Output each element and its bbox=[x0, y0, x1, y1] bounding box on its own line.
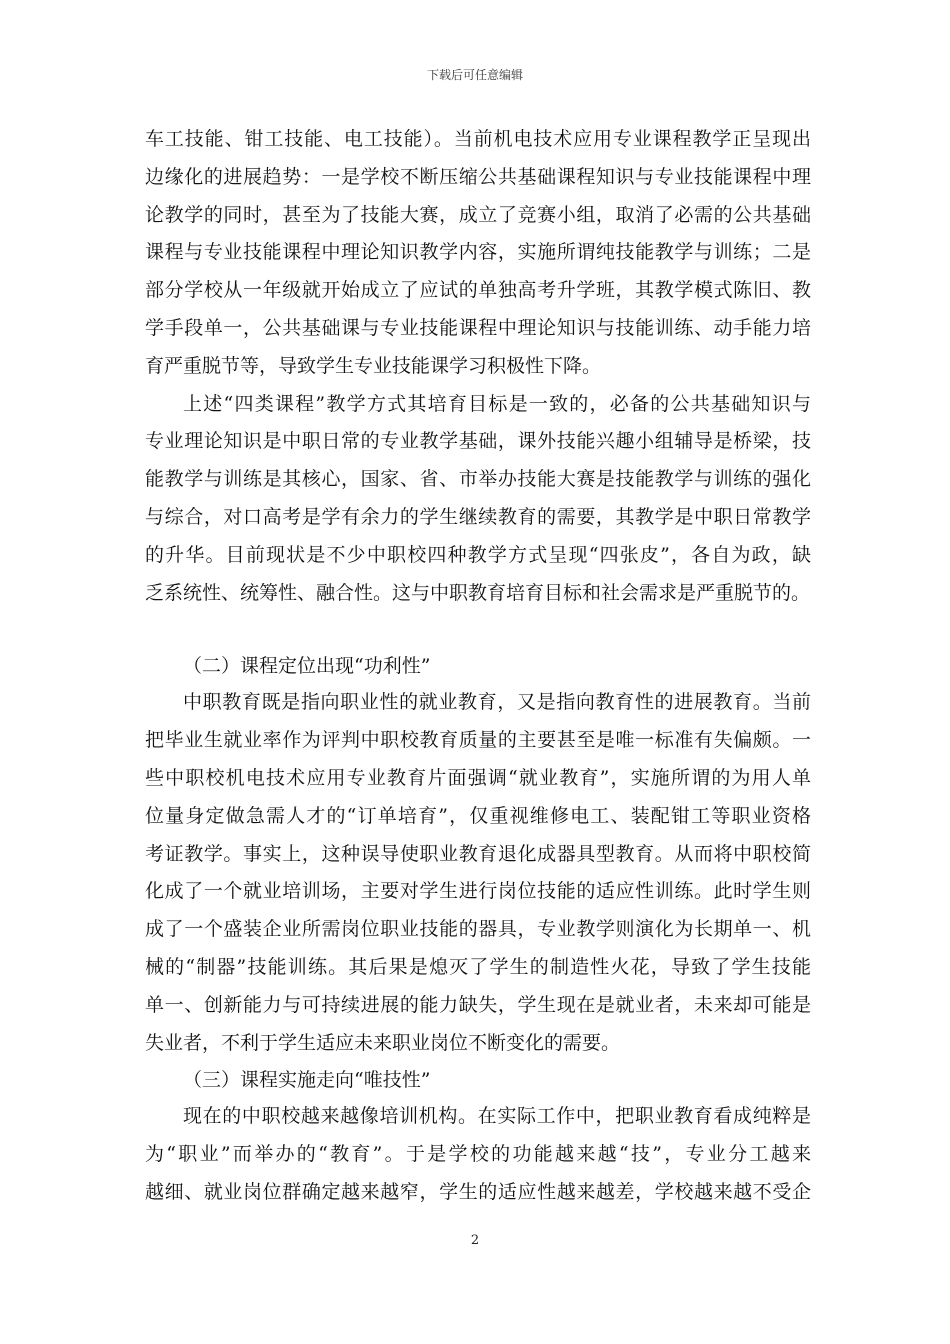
text-line: 课程与专业技能课程中理论知识教学内容，实施所谓纯技能教学与训练；二是 bbox=[145, 241, 811, 264]
text-line: 单一、创新能力与可持续进展的能力缺失，学生现在是就业者，未来却可能是 bbox=[145, 993, 811, 1016]
text-line: 学手段单一，公共基础课与专业技能课程中理论知识与技能训练、动手能力培 bbox=[145, 316, 811, 339]
text-line: 上述“四类课程”教学方式其培育目标是一致的，必备的公共基础知识与 bbox=[183, 392, 811, 415]
text-line: 失业者，不利于学生适应未来职业岗位不断变化的需要。 bbox=[145, 1031, 621, 1054]
section-heading-3: （三）课程实施走向“唯技性” bbox=[183, 1069, 431, 1092]
text-line: 与综合，对口高考是学有余力的学生继续教育的需要，其教学是中职日常教学 bbox=[145, 505, 811, 528]
text-line: 能教学与训练是其核心，国家、省、市举办技能大赛是技能教学与训练的强化 bbox=[145, 468, 811, 491]
text-line: 些中职校机电技术应用专业教育片面强调“就业教育”，实施所谓的为用人单 bbox=[145, 766, 811, 789]
text-line: 育严重脱节等，导致学生专业技能课学习积极性下降。 bbox=[145, 354, 602, 377]
text-line: 位量身定做急需人才的“订单培育”，仅重视维修电工、装配钳工等职业资格 bbox=[145, 804, 811, 827]
section-heading-2: （二）课程定位出现“功利性” bbox=[183, 655, 431, 678]
text-line: 现在的中职校越来越像培训机构。在实际工作中，把职业教育看成纯粹是 bbox=[183, 1105, 811, 1128]
text-line: 部分学校从一年级就开始成立了应试的单独高考升学班，其教学模式陈旧、教 bbox=[145, 279, 811, 302]
paragraph-2 bbox=[145, 386, 811, 613]
text-line: 专业理论知识是中职日常的专业教学基础，课外技能兴趣小组辅导是桥梁，技 bbox=[145, 430, 811, 453]
paragraph-3 bbox=[145, 684, 811, 1062]
text-line: 边缘化的进展趋势：一是学校不断压缩公共基础课程知识与专业技能课程中理 bbox=[145, 165, 811, 188]
text-line: 车工技能、钳工技能、电工技能）。当前机电技术应用专业课程教学正呈现出 bbox=[145, 128, 811, 150]
text-line: 考证教学。事实上，这种误导使职业教育退化成器具型教育。从而将中职校简 bbox=[145, 842, 811, 865]
paragraph-4 bbox=[145, 1098, 811, 1211]
text-line: 械的“制器”技能训练。其后果是熄灭了学生的制造性火花，导致了学生技能 bbox=[145, 955, 811, 978]
text-line: 把毕业生就业率作为评判中职校教育质量的主要甚至是唯一标准有失偏颇。一 bbox=[145, 729, 811, 752]
text-line: 的升华。目前现状是不少中职校四种教学方式呈现“四张皮”，各自为政，缺 bbox=[145, 543, 811, 566]
text-line: 乏系统性、统筹性、融合性。这与中职教育培育目标和社会需求是严重脱节的。 bbox=[145, 581, 811, 604]
paragraph-1 bbox=[145, 121, 811, 386]
page-header: 下载后可任意编辑 bbox=[426, 68, 523, 82]
text-line: 成了一个盛装企业所需岗位职业技能的器具，专业教学则演化为长期单一、机 bbox=[145, 918, 811, 941]
text-line: 越细、就业岗位群确定越来越窄，学生的适应性越来越差，学校越来越不受企 bbox=[145, 1180, 811, 1203]
text-line: 化成了一个就业培训场，主要对学生进行岗位技能的适应性训练。此时学生则 bbox=[145, 880, 811, 903]
text-line: 论教学的同时，甚至为了技能大赛，成立了竞赛小组，取消了必需的公共基础 bbox=[145, 203, 811, 226]
page-number: 2 bbox=[470, 1233, 480, 1248]
document-body bbox=[145, 121, 811, 1212]
blank-line bbox=[145, 612, 811, 648]
text-line: 中职教育既是指向职业性的就业教育，又是指向教育性的进展教育。当前 bbox=[183, 691, 811, 714]
text-line: 为“职业”而举办的“教育”。于是学校的功能越来越“技”，专业分工越来 bbox=[145, 1143, 811, 1166]
